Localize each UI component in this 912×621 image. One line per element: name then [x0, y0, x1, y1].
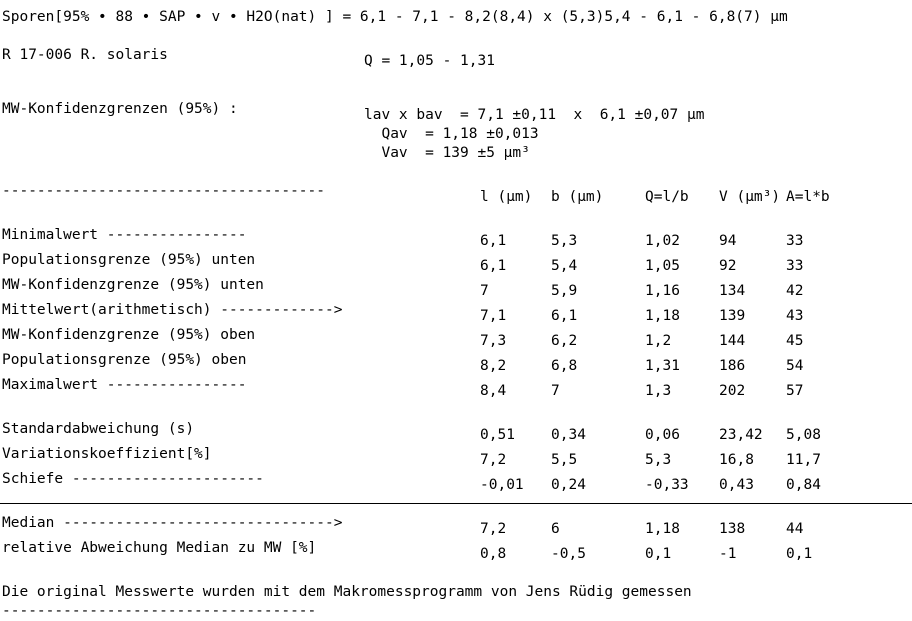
spacer	[2, 495, 912, 514]
column-header-v: V (µm³)	[719, 189, 781, 205]
cell-q: -0,33	[645, 477, 689, 493]
table-row	[2, 539, 912, 564]
spacer	[2, 27, 912, 46]
cell-v: -1	[719, 546, 737, 562]
cell-v: 92	[719, 258, 737, 274]
spacer	[2, 207, 912, 226]
row-label: MW-Konfidenzgrenze (95%) unten	[2, 277, 264, 293]
cell-v: 202	[719, 383, 746, 399]
q-range: Q = 1,05 - 1,31	[364, 53, 495, 69]
cell-a: 43	[786, 308, 804, 324]
row-label: Populationsgrenze (95%) oben	[2, 352, 247, 368]
cell-a: 11,7	[786, 452, 821, 468]
cell-l: 7	[480, 283, 489, 299]
confidence-line-2	[2, 125, 912, 144]
row-label: relative Abweichung Median zu MW [%]	[2, 540, 317, 556]
cell-b: 6,1	[551, 308, 578, 324]
footer-note: Die original Messwerte wurden mit dem Makromessprogramm von Jens Rüdig gemessen	[2, 584, 692, 600]
cell-a: 5,08	[786, 427, 821, 443]
cell-v: 134	[719, 283, 746, 299]
cell-q: 1,2	[645, 333, 672, 349]
row-label: Median ------------------------------->	[2, 515, 343, 531]
table-header-row	[2, 182, 912, 207]
cell-l: 0,8	[480, 546, 507, 562]
column-header-b: b (µm)	[551, 189, 604, 205]
cell-q: 1,18	[645, 521, 680, 537]
row-label: Standardabweichung (s)	[2, 421, 195, 437]
table-row	[2, 470, 912, 495]
confidence-line-3	[2, 144, 912, 163]
cell-l: 6,1	[480, 258, 507, 274]
table-row	[2, 226, 912, 251]
table-row	[2, 276, 912, 301]
cell-q: 1,3	[645, 383, 672, 399]
cell-b: 6,8	[551, 358, 578, 374]
cell-v: 139	[719, 308, 746, 324]
cell-q: 1,18	[645, 308, 680, 324]
cell-v: 144	[719, 333, 746, 349]
row-label: MW-Konfidenzgrenze (95%) oben	[2, 327, 256, 343]
cell-b: 6,2	[551, 333, 578, 349]
footer-rule-text: ------------------------------------	[2, 603, 317, 619]
cell-l: 7,3	[480, 333, 507, 349]
cell-a: 42	[786, 283, 804, 299]
spacer	[2, 401, 912, 420]
cell-a: 45	[786, 333, 804, 349]
row-label: Schiefe ----------------------	[2, 471, 264, 487]
cell-a: 0,1	[786, 546, 813, 562]
confidence-lav-bav: lav x bav = 7,1 ±0,11 x 6,1 ±0,07 µm	[364, 107, 705, 123]
cell-b: 6	[551, 521, 560, 537]
cell-b: 5,9	[551, 283, 578, 299]
cell-a: 44	[786, 521, 804, 537]
cell-b: 5,4	[551, 258, 578, 274]
cell-q: 0,1	[645, 546, 672, 562]
spacer	[2, 163, 912, 182]
row-label: Mittelwert(arithmetisch) ------------->	[2, 302, 343, 318]
column-header-l: l (µm)	[480, 189, 533, 205]
row-label: Populationsgrenze (95%) unten	[2, 252, 256, 268]
row-label: Minimalwert ----------------	[2, 227, 247, 243]
confidence-label: MW-Konfidenzgrenzen (95%) :	[2, 101, 238, 117]
cell-q: 5,3	[645, 452, 672, 468]
cell-b: 0,34	[551, 427, 586, 443]
table-separator: -------------------------------------	[2, 183, 326, 199]
cell-b: 5,5	[551, 452, 578, 468]
cell-l: -0,01	[480, 477, 524, 493]
cell-q: 1,31	[645, 358, 680, 374]
cell-a: 33	[786, 233, 804, 249]
cell-l: 8,2	[480, 358, 507, 374]
table-row	[2, 301, 912, 326]
confidence-line-1	[2, 100, 912, 125]
cell-q: 1,05	[645, 258, 680, 274]
table-row	[2, 514, 912, 539]
table-row	[2, 351, 912, 376]
cell-b: 5,3	[551, 233, 578, 249]
spore-summary-line: Sporen[95% • 88 • SAP • v • H2O(nat) ] = 6,1 - 7,1 - 8,2(8,4) x (5,3)5,4 - 6,1 - 6,8(7) µm	[2, 9, 788, 25]
specimen-line	[2, 46, 912, 71]
cell-a: 33	[786, 258, 804, 274]
cell-v: 94	[719, 233, 737, 249]
cell-q: 1,16	[645, 283, 680, 299]
cell-a: 54	[786, 358, 804, 374]
column-header-q: Q=l/b	[645, 189, 689, 205]
cell-q: 0,06	[645, 427, 680, 443]
table-row	[2, 326, 912, 351]
spacer	[2, 71, 912, 90]
cell-q: 1,02	[645, 233, 680, 249]
cell-l: 8,4	[480, 383, 507, 399]
cell-l: 7,2	[480, 521, 507, 537]
cell-a: 57	[786, 383, 804, 399]
cell-b: 7	[551, 383, 560, 399]
cell-l: 7,1	[480, 308, 507, 324]
spacer	[2, 90, 912, 100]
cell-v: 0,43	[719, 477, 754, 493]
confidence-vav: Vav = 139 ±5 µm³	[364, 145, 530, 161]
table-row	[2, 445, 912, 470]
spacer	[2, 564, 912, 583]
table-row	[2, 376, 912, 401]
row-label: Variationskoeffizient[%]	[2, 446, 212, 462]
cell-b: -0,5	[551, 546, 586, 562]
cell-l: 6,1	[480, 233, 507, 249]
cell-v: 16,8	[719, 452, 754, 468]
cell-v: 186	[719, 358, 746, 374]
cell-v: 23,42	[719, 427, 763, 443]
cell-b: 0,24	[551, 477, 586, 493]
table-row	[2, 420, 912, 445]
cell-v: 138	[719, 521, 746, 537]
specimen-id: R 17-006 R. solaris	[2, 47, 168, 63]
column-header-a: A=l*b	[786, 189, 830, 205]
confidence-qav: Qav = 1,18 ±0,013	[364, 126, 539, 142]
cell-a: 0,84	[786, 477, 821, 493]
cell-l: 7,2	[480, 452, 507, 468]
table-row	[2, 251, 912, 276]
row-label: Maximalwert ----------------	[2, 377, 247, 393]
cell-l: 0,51	[480, 427, 515, 443]
